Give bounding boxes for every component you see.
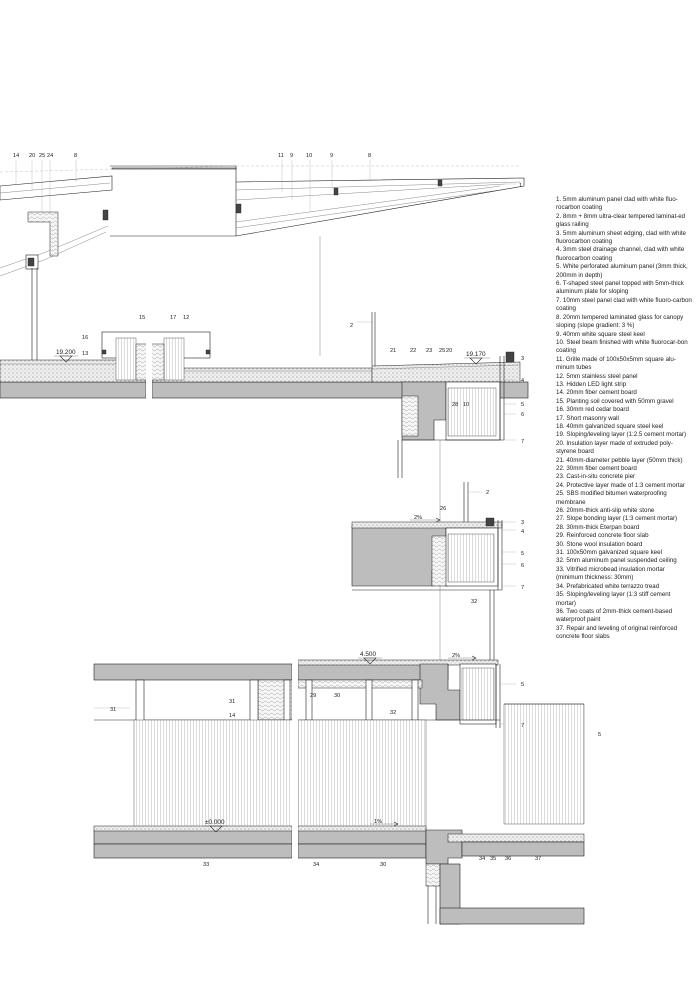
legend-item: 23. Cast-in-situ concrete pier: [556, 473, 636, 481]
legend-item: 12. 5mm stainless steel panel: [556, 372, 638, 380]
callout-side-upper-2: 4: [521, 378, 525, 384]
callout-glass-upper: 2: [350, 323, 354, 329]
callout-side-mid-5: 7: [521, 585, 525, 591]
legend-item: 27. Slope bonding layer (1:3 cement mortar): [556, 515, 678, 523]
callout-parapet-4: 12: [183, 315, 190, 321]
callout-top-left-2: 20: [29, 153, 36, 159]
callout-upper-inner-2: 10: [463, 402, 470, 408]
legend-item: 33. Vitrified microbead insulation mortar (minimum thickness: 30mm): [556, 565, 665, 582]
materials-legend: [556, 196, 692, 642]
callout-roof-right-2: 22: [410, 348, 417, 354]
legend-item: 28. 30mm-thick Eterpan board: [556, 523, 640, 531]
callout-roof-right-4: 25: [439, 348, 446, 354]
callout-bottom-5: 35: [490, 856, 497, 862]
legend-item: 20. Insulation layer made of extruded poly-styrene board: [556, 439, 673, 456]
legend-item: 17. Short masonry wall: [556, 414, 619, 422]
callout-parapet-5: 13: [82, 351, 89, 357]
callout-bottom-7: 37: [535, 856, 542, 862]
callout-side-upper-3: 5: [521, 402, 525, 408]
legend-item: 22. 30mm fiber cement board: [556, 465, 637, 472]
callout-top-mid-2: 9: [290, 153, 294, 159]
legend-item: 13. Hidden LED light strip: [556, 380, 627, 388]
level-roof-right: 19.170: [466, 351, 486, 358]
level-ground: ±0.000: [205, 819, 225, 826]
callout-side-lower-1: 5: [521, 682, 525, 688]
lower-floor: [94, 660, 584, 924]
legend-item: 9. 40mm white square steel keel: [556, 330, 645, 338]
callout-lower-left-3: 14: [229, 713, 236, 719]
callout-upper-inner-1: 28: [452, 402, 459, 408]
callout-side-mid-3: 5: [521, 551, 525, 557]
legend-item: 2. 8mm + 8mm ultra-clear tempered laminat-ed glass railing: [556, 212, 686, 229]
callout-bottom-1: 33: [203, 862, 210, 868]
callout-top-left-4: 24: [47, 153, 54, 159]
callout-top-left-5: 8: [74, 153, 78, 159]
legend-item: 19. Sloping/leveling layer (1:2.5 cement mortar): [556, 431, 687, 439]
level-mid-floor: 4.500: [360, 651, 376, 658]
callout-lower-mid-3: 32: [390, 710, 397, 716]
callout-lower-mid-2: 30: [334, 693, 341, 699]
callout-mid-inner: 32: [471, 599, 478, 605]
roof-terrace: [0, 236, 528, 398]
callout-top-mid-3: 10: [306, 153, 313, 159]
top-leaders: [16, 160, 516, 214]
legend-item: 14. 20mm fiber cement board: [556, 389, 637, 397]
legend-item: 21. 40mm-diameter pebble layer (50mm thick): [556, 456, 683, 464]
legend-item: 6. T-shaped steel panel topped with 5mm-thick aluminum plate for sloping: [556, 280, 684, 296]
legend-item: 3. 5mm aluminum sheet edging, clad with white fluorocarbon coating: [556, 229, 687, 246]
legend-item: 37. Repair and leveling of original reinforced concrete floor slabs: [556, 624, 678, 641]
callout-roof-right-1: 21: [390, 348, 397, 354]
callout-side-lower-2: 7: [521, 723, 525, 729]
legend-item: 1. 5mm aluminum panel clad with white fluo-rocarbon coating: [556, 196, 678, 212]
callout-lower-mid-1: 29: [310, 693, 317, 699]
callout-side-upper-1: 3: [521, 356, 525, 362]
legend-item: 29. Reinforced concrete floor slab: [556, 532, 649, 540]
callout-bottom-2: 34: [313, 862, 320, 868]
legend-item: 36. Two coats of 2mm-thick cement-based waterproof paint: [556, 607, 673, 624]
callout-side-mid-4: 6: [521, 563, 525, 569]
legend-item: 15. Planting soil covered with 50mm gravel: [556, 397, 674, 405]
callout-top-mid-5: 8: [368, 153, 372, 159]
callout-glass-mid: 2: [486, 490, 490, 496]
legend-item: 11. Grille made of 100x50x5mm square alu-minum tubes: [556, 355, 676, 372]
callout-side-mid-2: 4: [521, 529, 525, 535]
slope-ground: 1%: [374, 819, 383, 825]
slope-balcony-mid: 2%: [452, 653, 461, 659]
slope-balcony-upper: 2%: [414, 515, 423, 521]
callout-parapet-3: 17: [170, 315, 177, 321]
legend-item: 18. 40mm galvanized square steel keel: [556, 422, 664, 430]
legend-item: 26. 20mm-thick anti-slip white stone: [556, 507, 655, 515]
callout-side-upper-4: 6: [521, 412, 525, 418]
legend-item: 24. Protective layer made of 1:3 cement mortar: [556, 481, 685, 489]
callout-side-upper-5: 7: [521, 439, 525, 445]
callout-balcony-upper: 26: [440, 506, 447, 512]
lower-glazing: [490, 590, 494, 664]
callout-bottom-3: 30: [380, 862, 387, 868]
legend-item: 8. 20mm tempered laminated glass for canopy sloping (slope gradient: 3 %): [556, 313, 684, 330]
legend-item: 30. Stone wool insulation board: [556, 540, 643, 548]
legend-item: 31. 100x50mm galvanized square keel: [556, 549, 662, 557]
legend-item: 35. Sloping/leveling layer (1:3 stiff cement mortar): [556, 591, 671, 607]
legend-item: 7. 10mm steel panel clad with white fluoro-carbon coating: [556, 296, 692, 313]
callout-bottom-4: 34: [479, 856, 486, 862]
callout-top-mid-1: 11: [278, 153, 284, 159]
level-roof-left: 19.200: [56, 349, 76, 356]
callout-side-mid-1: 3: [521, 520, 525, 526]
roof-canopy: [0, 166, 524, 276]
callout-parapet-2: 15: [139, 315, 146, 321]
legend-item: 4. 3mm steel drainage channel, clad with white fluorocarbon coating: [556, 246, 685, 262]
legend-item: 32. 5mm aluminum panel suspended ceiling: [556, 557, 677, 565]
callout-roof-right-3: 23: [426, 348, 433, 354]
callout-top-left-1: 14: [13, 153, 20, 159]
callout-lower-left-1: 31: [110, 707, 117, 713]
callout-top-left-3: 25: [39, 153, 46, 159]
callout-roof-end: 1: [519, 183, 523, 189]
callout-far-right: 5: [598, 732, 602, 738]
legend-item: 10. Steel beam finished with white fluorocar-bon coating: [556, 338, 688, 355]
callout-roof-right-5: 20: [446, 348, 453, 354]
callout-parapet-1: 16: [82, 335, 89, 341]
legend-item: 25. SBS modified bitumen waterproofing membrane: [556, 490, 667, 506]
callout-bottom-6: 36: [505, 856, 512, 862]
legend-item: 5. White perforated aluminum panel (3mm thick, 200mm in depth): [556, 263, 688, 279]
legend-item: 34. Prefabricated white terrazzo tread: [556, 582, 660, 590]
legend-item: 16. 30mm red cedar board: [556, 406, 629, 414]
callout-lower-left-2: 31: [229, 699, 236, 705]
middle-balcony: [352, 518, 516, 590]
callout-top-mid-4: 9: [330, 153, 334, 159]
